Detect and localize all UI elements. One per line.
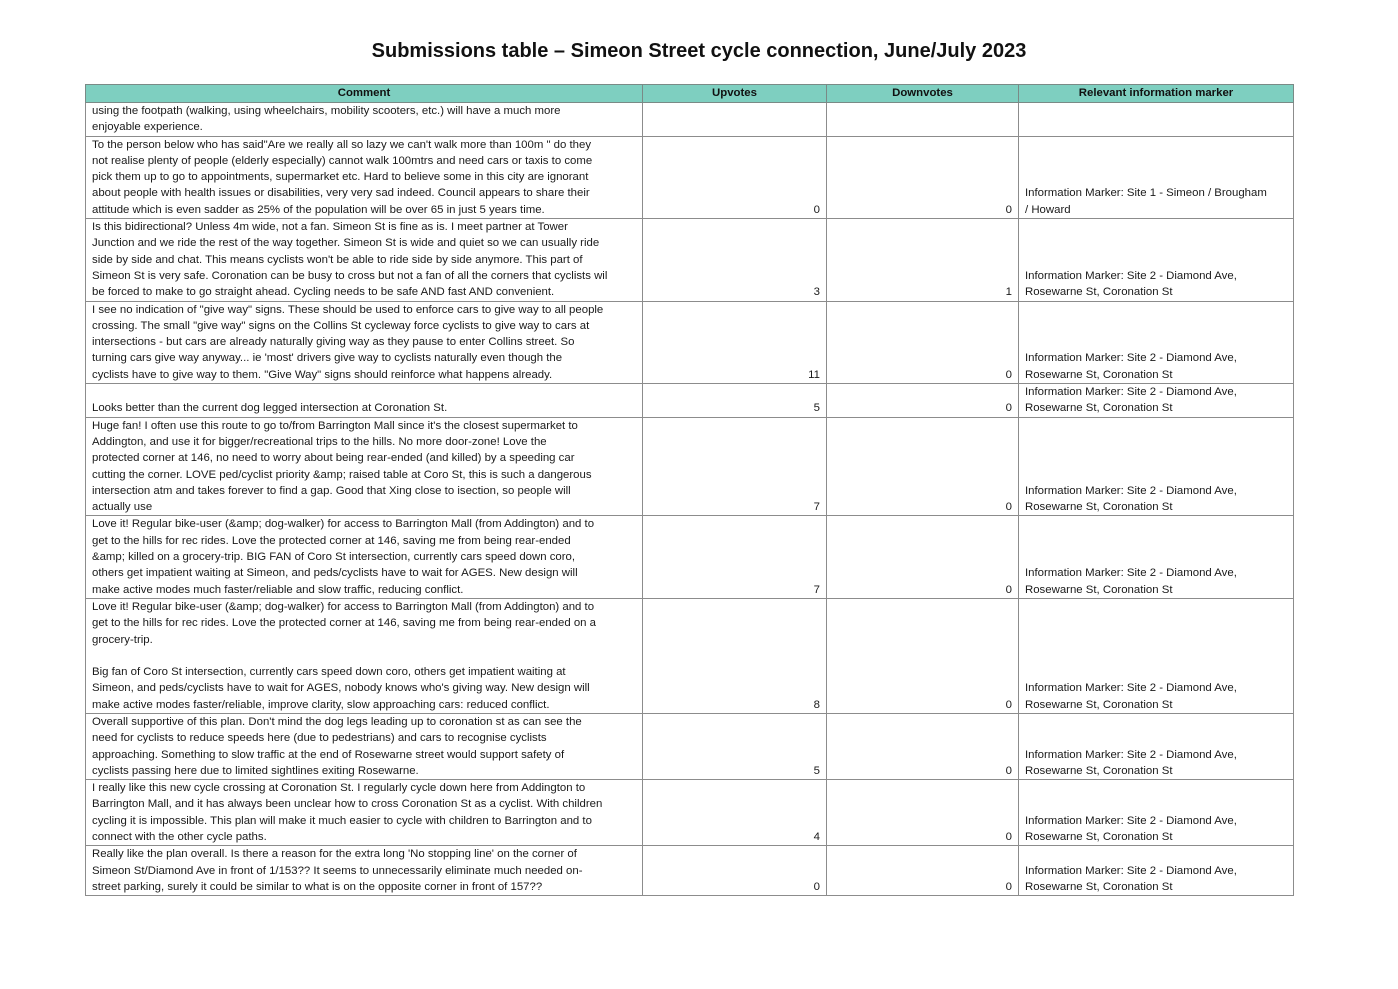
upvotes-cell: 7 xyxy=(643,417,827,516)
marker-cell: Information Marker: Site 1 - Simeon / Brougham / Howard xyxy=(1019,136,1294,218)
downvotes-cell: 0 xyxy=(827,780,1019,846)
downvotes-cell: 0 xyxy=(827,516,1019,598)
upvotes-cell: 5 xyxy=(643,713,827,779)
marker-cell: Information Marker: Site 2 - Diamond Ave, Rosewarne St, Coronation St xyxy=(1019,846,1294,896)
comment-cell: using the footpath (walking, using wheelchairs, mobility scooters, etc.) will have a much more enjoyable experience. xyxy=(86,103,643,137)
table-header-row xyxy=(86,85,1294,103)
comment-cell: I see no indication of "give way" signs. These should be used to enforce cars to give way to all people crossing. The small "give way" signs on the Collins St cycleway force cyclists to give way to cars at intersections - but cars are already naturally giving way as they pause to enter Collins street. So turning cars give way anyway... ie 'most' drivers give way to cyclists naturally even though the cyclists have to give way to them. "Give Way" signs should reinforce what happens already. xyxy=(86,301,643,383)
downvotes-cell: 0 xyxy=(827,417,1019,516)
table-row xyxy=(86,516,1294,598)
page-title: Submissions table – Simeon Street cycle connection, June/July 2023 xyxy=(371,40,1027,62)
table-row xyxy=(86,598,1294,713)
marker-cell: Information Marker: Site 2 - Diamond Ave, Rosewarne St, Coronation St xyxy=(1019,384,1294,418)
comment-cell: Overall supportive of this plan. Don't mind the dog legs leading up to coronation st as can see the need for cyclists to reduce speeds here (due to pedestrians) and cars to recognise cyclists approaching. Something to slow traffic at the end of Rosewarne street would support safety of cyclists passing here due to limited sightlines exiting Rosewarne. xyxy=(86,713,643,779)
column-header-marker: Relevant information marker xyxy=(1019,85,1294,103)
marker-cell: Information Marker: Site 2 - Diamond Ave, Rosewarne St, Coronation St xyxy=(1019,780,1294,846)
downvotes-cell: 0 xyxy=(827,136,1019,218)
table-row xyxy=(86,780,1294,846)
column-header-upvotes: Upvotes xyxy=(643,85,827,103)
table-row xyxy=(86,219,1294,301)
upvotes-cell: 8 xyxy=(643,598,827,713)
downvotes-cell: 0 xyxy=(827,598,1019,713)
comment-cell: Huge fan! I often use this route to go to/from Barrington Mall since it's the closest supermarket to Addington, and use it for bigger/recreational trips to the hills. No more door-zone! Love the protected corner at 146, no need to worry about being rear-ended (and killed) by a speeding car cutting the corner. LOVE ped/cyclist priority &amp; raised table at Coro St, this is such a dangerous intersection atm and takes forever to find a gap. Good that Xing close to isection, so people will actually use xyxy=(86,417,643,516)
downvotes-cell: 0 xyxy=(827,301,1019,383)
upvotes-cell xyxy=(643,103,827,137)
upvotes-cell: 3 xyxy=(643,219,827,301)
column-header-downvotes: Downvotes xyxy=(827,85,1019,103)
upvotes-cell: 0 xyxy=(643,136,827,218)
marker-cell: Information Marker: Site 2 - Diamond Ave, Rosewarne St, Coronation St xyxy=(1019,219,1294,301)
table-row xyxy=(86,713,1294,779)
table-row xyxy=(86,136,1294,218)
upvotes-cell: 0 xyxy=(643,846,827,896)
comment-cell: To the person below who has said"Are we really all so lazy we can't walk more than 100m " do they not realise plenty of people (elderly especially) cannot walk 100mtrs and need cars or taxis to come pick them up to go to appointments, supermarket etc. Hard to believe some in this city are ignorant about people with health issues or disabilities, very very sad indeed. Council appears to share their attitude which is even sadder as 25% of the population will be over 65 in just 5 years time. xyxy=(86,136,643,218)
upvotes-cell: 4 xyxy=(643,780,827,846)
comment-cell: Love it! Regular bike-user (&amp; dog-walker) for access to Barrington Mall (from Addington) and to get to the hills for rec rides. Love the protected corner at 146, saving me from being rear-ended &amp; killed on a grocery-trip. BIG FAN of Coro St intersection, currently cars speed down coro, others get impatient waiting at Simeon, and peds/cyclists have to wait for AGES. New design will make active modes much faster/reliable and slow traffic, reducing conflict. xyxy=(86,516,643,598)
marker-cell: Information Marker: Site 2 - Diamond Ave, Rosewarne St, Coronation St xyxy=(1019,598,1294,713)
comment-cell: Is this bidirectional? Unless 4m wide, not a fan. Simeon St is fine as is. I meet partner at Tower Junction and we ride the rest of the way together. Simeon St is wide and quiet so we can usually ride side by side and chat. This means cyclists won't be able to ride side by side anymore. This part of Simeon St is very safe. Coronation can be busy to cross but not a fan of all the corners that cyclists wil be forced to make to go straight ahead. Cycling needs to be safe AND fast AND convenient. xyxy=(86,219,643,301)
table-row xyxy=(86,301,1294,383)
column-header-comment: Comment xyxy=(86,85,643,103)
table-row xyxy=(86,384,1294,418)
comment-cell: Love it! Regular bike-user (&amp; dog-walker) for access to Barrington Mall (from Addington) and to get to the hills for rec rides. Love the protected corner at 146, saving me from being rear-ended on a grocery-trip. Big fan of Coro St intersection, currently cars speed down coro, others get impatient waiting at Simeon, and peds/cyclists have to wait for AGES, nobody knows who's giving way. New design will make active modes faster/reliable, improve clarity, slow approaching cars: reduced conflict. xyxy=(86,598,643,713)
comment-cell: Looks better than the current dog legged intersection at Coronation St. xyxy=(86,384,643,418)
marker-cell: Information Marker: Site 2 - Diamond Ave, Rosewarne St, Coronation St xyxy=(1019,713,1294,779)
downvotes-cell: 0 xyxy=(827,713,1019,779)
downvotes-cell: 1 xyxy=(827,219,1019,301)
downvotes-cell: 0 xyxy=(827,384,1019,418)
upvotes-cell: 5 xyxy=(643,384,827,418)
submissions-table xyxy=(85,84,1294,896)
marker-cell: Information Marker: Site 2 - Diamond Ave, Rosewarne St, Coronation St xyxy=(1019,516,1294,598)
comment-cell: I really like this new cycle crossing at Coronation St. I regularly cycle down here from Addington to Barrington Mall, and it has always been unclear how to cross Coronation St as a cyclist. With children cycling it is impossible. This plan will make it much easier to cycle with children to Barrington and to connect with the other cycle paths. xyxy=(86,780,643,846)
comment-cell: Really like the plan overall. Is there a reason for the extra long 'No stopping line' on the corner of Simeon St/Diamond Ave in front of 1/153?? It seems to unnecessarily eliminate much needed on- street parking, surely it could be similar to what is on the opposite corner in front of 157?? xyxy=(86,846,643,896)
marker-cell xyxy=(1019,103,1294,137)
downvotes-cell: 0 xyxy=(827,846,1019,896)
downvotes-cell xyxy=(827,103,1019,137)
upvotes-cell: 11 xyxy=(643,301,827,383)
upvotes-cell: 7 xyxy=(643,516,827,598)
marker-cell: Information Marker: Site 2 - Diamond Ave, Rosewarne St, Coronation St xyxy=(1019,301,1294,383)
table-row xyxy=(86,846,1294,896)
table-row xyxy=(86,103,1294,137)
table-row xyxy=(86,417,1294,516)
marker-cell: Information Marker: Site 2 - Diamond Ave, Rosewarne St, Coronation St xyxy=(1019,417,1294,516)
